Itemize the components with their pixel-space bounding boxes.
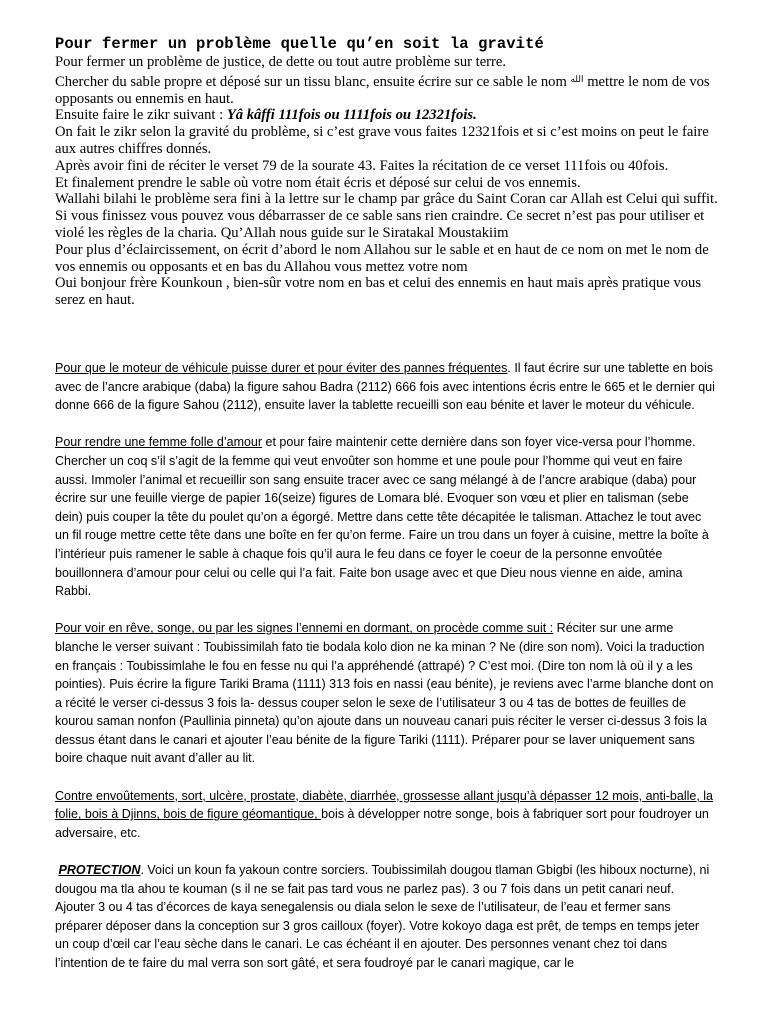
paragraph-text: bois à développer notre songe, bois à fabriquer sort pour foudroyer un adversaire, etc. [55, 807, 709, 840]
section-title: Pour fermer un problème quelle qu’en soit la gravité [55, 35, 544, 53]
paragraph-line: Pour fermer un problème de justice, de dette ou tout autre problème sur terre. [55, 54, 507, 70]
paragraph-line: On fait le zikr selon la gravité du problème, si c’est grave vous faites 12321fois et si c’est moins on peut le faire aux autres chiffres donnés. [55, 124, 709, 157]
paragraph-line: Après avoir fini de réciter le verset 79 de la sourate 43. Faites la récitation de ce verset 111fois ou 40fois. [55, 157, 669, 174]
paragraph-heading: Pour voir en rêve, songe, ou par les signes l’ennemi en dormant, on procède comme suit : [55, 621, 554, 636]
paragraph-text: mettre le nom de vos opposants ou ennemis en haut. [55, 73, 710, 107]
paragraph-vehicle [55, 359, 715, 415]
paragraph-text: Ensuite faire le zikr suivant : [55, 107, 227, 124]
section-closing-problem [55, 34, 725, 309]
paragraph-heading: Pour que le moteur de véhicule puisse durer et pour éviter des pannes fréquentes [55, 361, 508, 375]
paragraph-line: Oui bonjour frère Kounkoun , bien-sûr votre nom en bas et celui des ennemis en haut mais après pratique vous serez en haut. [55, 275, 702, 309]
section-recipes [55, 359, 715, 991]
paragraph-dream [55, 619, 715, 768]
paragraph-zikr [55, 107, 725, 124]
paragraph-line: Et finalement prendre le sable où votre nom était écris et déposé sur celui de vos ennemis. [55, 174, 581, 191]
paragraph-line: Si vous finissez vous pouvez vous débarrasser de ce sable sans rien craindre. Ce secret n’est pas pour utiliser et violé les règles de la charia. Qu’Allah nous guide sur le Siratakal Moustakiim [55, 208, 705, 241]
paragraph-heading: Contre envoûtements, sort, ulcère, prostate, diabète, diarrhée, grossesse allant jusqu’à dépasser 12 mois, anti-balle, la folie, bois à Djinns, bois de figure géomantique, [55, 788, 714, 822]
paragraph-text: Réciter sur une arme blanche le verser suivant : Toubissimilah fato tie bodala kolo dion ne ka minan ? Ne (dire son nom). Voici la traduction en français : Toubissimlahe le fou en fesse nu qui l’a appréhendé (attrapé) ? C’est moi. (Dire ton nom là où il y a les pointies). Puis écrire la figure Tariki Brama (1111) 313 fois en nassi (eau bénite), je reviens avec l’arme blanche dont on a récité le verser ci-dessus 3 fois la- dessus couper selon le sexe de l’utilisateur 3 ou 4 tas de bottes de feuilles de kourou saman nonfon (Paullinia pinneta) qu’on ajoute dans un nouveau canari puis réciter le verser ci-dessus 3 fois la dessus étant dans le canari et ajouter l’eau bénite de la figure Tariki (1111). Préparer pour se laver uniquement sans boire chaque nuit avant d’aller au lit. [55, 621, 714, 766]
paragraph-line: Wallahi bilahi le problème sera fini à la lettre sur le champ par grâce du Saint Coran car Allah est Celui qui suffit. [55, 191, 718, 208]
paragraph-heading: Pour rendre une femme folle d’amour [55, 435, 263, 450]
paragraph-protection [55, 861, 715, 973]
paragraph-text: Chercher du sable propre et déposé sur un tissu blanc, ensuite écrire sur ce sable le nom [55, 73, 567, 90]
paragraph-remedies [55, 787, 715, 843]
paragraph-love [55, 433, 715, 600]
zikr-formula: Yâ kâffi 111fois ou 1111fois ou 12321fois. [226, 107, 477, 124]
paragraph-text: . Voici un koun fa yakoun contre sorciers. Toubissimilah dougou tlaman Gbigbi (les hiboux nocturne), ni dougou ma tla ahou te kouman (s il ne se fait pas tard vous ne parlez pas). 3 ou 7 fois dans un petit canari neuf. Ajouter 3 ou 4 tas d’écorces de kaya senegalensis ou diala selon le sexe de l’utilisateur, de l’eau et fermer sans préparer déposer dans la conception sur 3 gros cailloux (foyer). Votre kokoyo daga est prêt, de temps en temps jeter un coup d’œil car l’eau sèche dans le canari. Le cas échéant il en ajouter. Des personnes venant chez toi dans l’intention de te faire du mal verra son sort gâté, et sera foudroyé par le canari magique, car le [55, 863, 710, 970]
allah-calligraphy: الله [570, 73, 584, 84]
paragraph-sand [55, 71, 725, 108]
paragraph-text: et pour faire maintenir cette dernière dans son foyer vice-versa pour l’homme. Chercher un coq s’il s’agit de la femme qui veut envoûter son homme et une poule pour l’homme qui veut en faire aussi. Immoler l’animal et recueillir son sang ensuite tracer avec ce sang mélangé à de l’ancre arabique (daba) pour écrire sur une feuille vierge de papier 16(seize) figures de Lomara blé. Evoquer son vœu et plier en talisman (sebe dein) puis couper la tête du poulet qu’on a égorgé. Mettre dans cette tête décapitée le talisman. Attachez le tout avec un fil rouge mettre cette tête dans une boîte en fer qu’on ferme. Faire un trou dans un foyer à cuisine, mettre la boîte à l’intérieur puis ramener le sable à chaque fois qu’il aura le feu dans ce foyer le coeur de la personne envoûtée bouillonnera d’amour pour celui ou celle qui l’a fait. Faite bon usage avec et que Dieu nous vienne en aide, amina Rabbi. [55, 435, 709, 599]
paragraph-line: Pour plus d’éclaircissement, on écrit d’abord le nom Allahou sur le sable et en haut de ce nom on met le nom de vos ennemis ou opposants et en bas du Allahou vous mettez votre nom [55, 241, 709, 275]
paragraph-heading: PROTECTION [58, 863, 141, 878]
paragraph-text: . Il faut écrire sur une tablette en bois avec de l’ancre arabique (daba) la figure sahou Badra (2112) 666 fois avec intentions écris entre le 665 et le dernier qui donne 666 de la figure Sahou (2112), ensuite laver la tablette recueilli son eau bénite et laver le moteur du véhicule. [55, 361, 715, 413]
